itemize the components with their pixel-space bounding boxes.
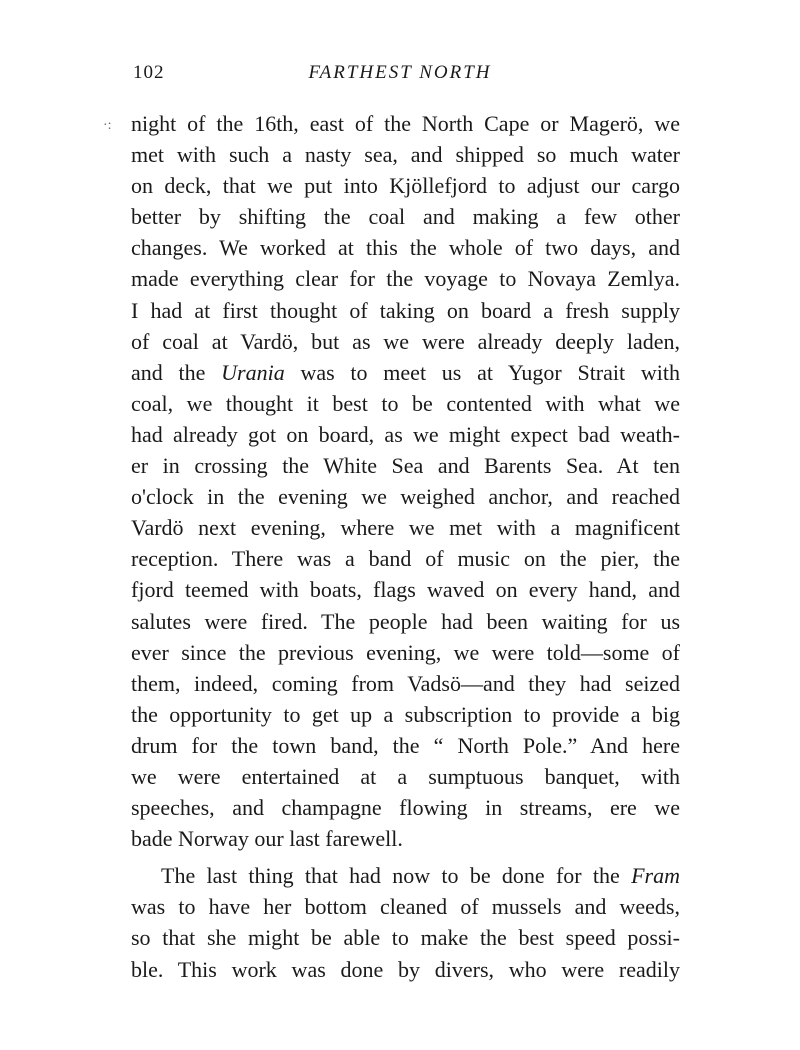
text-line: I had at first thought of taking on board a fresh supply [131, 297, 680, 323]
text-line: the opportunity to get up a subscription to provide a big [131, 701, 680, 727]
text-line: of coal at Vardö, but as we were already deeply laden, [131, 328, 680, 354]
text-line: changes. We worked at this the whole of two days, and [131, 235, 680, 261]
text-line: salutes were fired. The people had been waiting for us [131, 608, 680, 634]
text-line: so that she might be able to make the best speed possi- [131, 925, 680, 951]
ship-name: Urania [221, 359, 285, 385]
text-line: made everything clear for the voyage to Novaya Zemlya. [131, 266, 680, 292]
text-line: Vardö next evening, where we met with a magnificent [131, 515, 680, 541]
text-line: drum for the town band, the “ North Pole.” And here [131, 732, 680, 758]
text-line: bade Norway our last farewell. [131, 826, 403, 852]
text-line: er in crossing the White Sea and Barents Sea. At ten [131, 453, 680, 479]
text-line: we were entertained at a sumptuous banquet, with [131, 763, 680, 789]
running-title: FARTHEST NORTH [308, 62, 492, 83]
text-line: met with such a nasty sea, and shipped so much water [131, 142, 680, 168]
text-line: fjord teemed with boats, flags waved on every hand, and [131, 577, 680, 603]
text-line: reception. There was a band of music on the pier, the [131, 546, 680, 572]
text-line: coal, we thought it best to be contented with what we [131, 390, 680, 416]
text-line: had already got on board, as we might expect bad weath- [131, 421, 680, 447]
text-line: night of the 16th, east of the North Cape or Magerö, we [131, 111, 680, 136]
text-line: and the Urania was to meet us at Yugor Strait with [131, 359, 680, 385]
page-number: 102 [133, 62, 165, 83]
ship-name: Fram [631, 863, 680, 889]
text-line: ble. This work was done by divers, who were readily [131, 956, 680, 982]
text-line: was to have her bottom cleaned of mussels and weeds, [131, 894, 680, 920]
text-line: speeches, and champagne flowing in streams, ere we [131, 795, 680, 821]
text-line: them, indeed, coming from Vadsö—and they had seized [131, 670, 680, 696]
text-line: ever since the previous evening, we were told—some of [131, 639, 680, 665]
body-text [131, 108, 680, 985]
text-line: o'clock in the evening we weighed anchor, and reached [131, 484, 680, 510]
text-line: on deck, that we put into Kjöllefjord to adjust our cargo [131, 173, 680, 199]
text-line: The last thing that had now to be done for the Fram [161, 863, 680, 889]
paragraph-1 [131, 108, 680, 854]
paragraph-2 [131, 860, 680, 984]
text-line: better by shifting the coal and making a few other [131, 204, 680, 230]
margin-mark: ·: [103, 118, 112, 133]
